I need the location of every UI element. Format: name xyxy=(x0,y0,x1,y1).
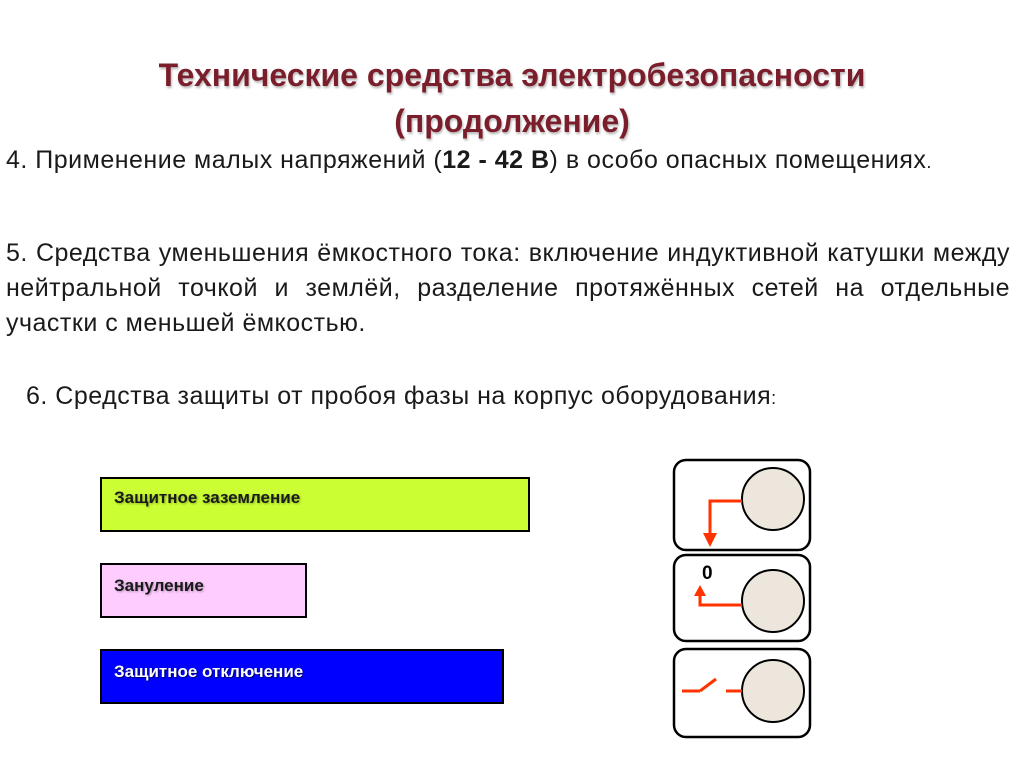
neutralizing-label: Зануление xyxy=(114,575,204,595)
title-line-2: (продолжение) xyxy=(394,103,630,139)
protective-disconnect-label: Защитное отключение xyxy=(114,661,304,681)
zero-label: 0 xyxy=(702,563,713,584)
neutralizing-box xyxy=(100,563,307,618)
item-4-text-after: ) в особо опасных помещениях xyxy=(549,146,927,174)
item-4-paragraph xyxy=(6,143,1010,180)
item-6-colon: : xyxy=(771,388,777,408)
item-5-paragraph: 5. Средства уменьшения ёмкостного тока: включение индуктивной катушки между нейтральной точкой и землёй, разделение протяжённых сетей на отдельные участки с меньшей ёмкостью. xyxy=(6,239,1010,337)
protection-schemes-diagram xyxy=(668,455,818,745)
item-6-text: 6. Средства защиты от пробоя фазы на корпус оборудования xyxy=(26,382,772,410)
item-4-text-before: 4. Применение малых напряжений ( xyxy=(6,146,443,174)
equipment-circle-1 xyxy=(742,468,804,530)
item-6-paragraph xyxy=(26,379,1006,416)
item-4-period: . xyxy=(926,152,932,172)
title-line-1: Технические средства электробезопасности xyxy=(158,57,866,93)
equipment-circle-2 xyxy=(742,570,804,632)
protective-disconnect-box xyxy=(100,649,504,704)
protective-grounding-label: Защитное заземление xyxy=(114,487,301,507)
protective-grounding-box xyxy=(100,477,530,532)
equipment-circle-3 xyxy=(742,660,804,722)
item-4-voltage: 12 - 42 В xyxy=(442,146,550,174)
page-title xyxy=(0,52,1024,144)
